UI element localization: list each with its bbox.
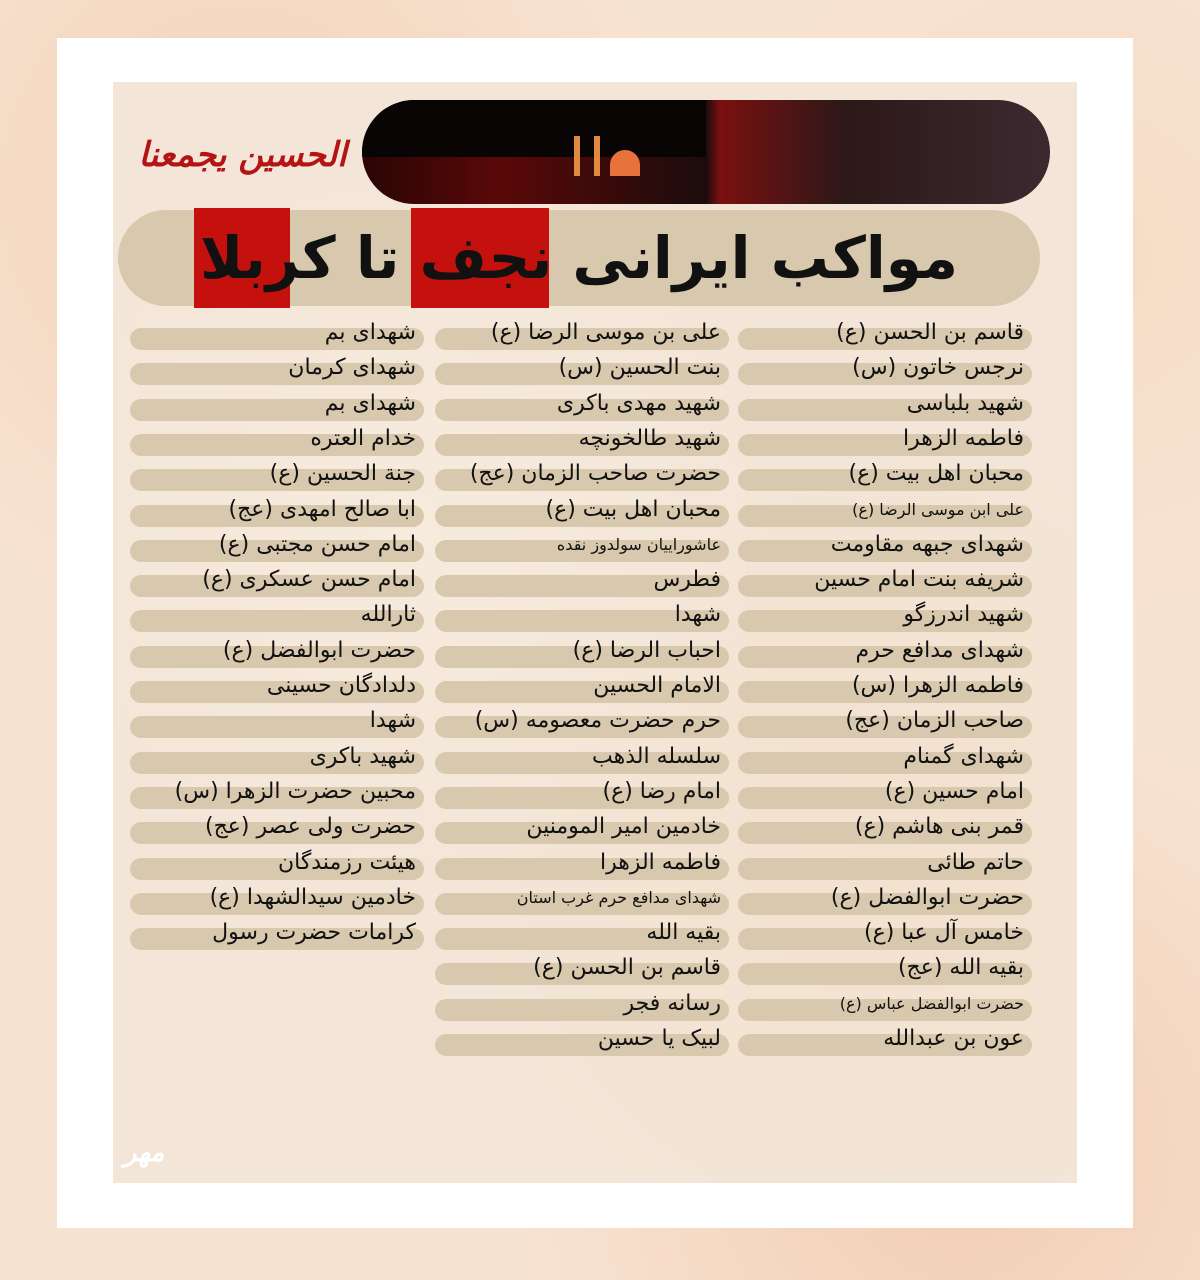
mawkib-name: خدام العتره: [310, 425, 416, 451]
mawkib-name: الامام الحسین: [593, 673, 721, 698]
mawkib-name: حضرت ولی عصر (عج): [204, 814, 416, 840]
list-item: [130, 883, 424, 919]
list-item: [130, 918, 424, 954]
list-item: [738, 812, 1032, 848]
mawkib-name: شهید مهدی باکری: [556, 390, 721, 416]
mawkib-name: صاحب الزمان (عج): [845, 708, 1024, 734]
list-item: [738, 389, 1032, 425]
mawkib-name: لبیک یا حسین: [597, 1026, 721, 1051]
shrine-photo: [362, 100, 1050, 204]
list-item: [738, 565, 1032, 601]
list-item: [130, 848, 424, 884]
mawkib-name: شهدای گمنام: [903, 743, 1024, 769]
mawkib-name: نرجس خاتون (س): [852, 355, 1024, 381]
mawkib-name: حضرت ابوالفضل (ع): [830, 884, 1024, 910]
mawkib-name: شهدای بم: [324, 320, 416, 345]
mawkib-name: سلسله الذهب: [592, 743, 721, 769]
mawkib-name: فاطمه الزهرا (س): [851, 673, 1024, 698]
list-item: [435, 459, 729, 495]
mawkib-name: ثارالله: [360, 602, 416, 628]
mawkib-name: شهدای بم: [324, 390, 416, 416]
mawkib-name: شهید اندرزگو: [903, 602, 1024, 628]
list-item: [435, 495, 729, 531]
mawkib-name: علی ابن موسی الرضا (ع): [852, 499, 1024, 519]
list-item: [738, 918, 1032, 954]
list-item: [435, 812, 729, 848]
list-item: [435, 530, 729, 566]
list-item: [738, 318, 1032, 354]
page-title: مواکب ایرانی نجف تا کربلا: [200, 224, 958, 292]
mawkib-name: هیئت رزمندگان: [277, 849, 416, 875]
list-item: [738, 636, 1032, 672]
mawkib-name: رسانه فجر: [623, 990, 721, 1016]
list-item: [130, 671, 424, 707]
list-item: [435, 883, 729, 919]
list-item: [738, 495, 1032, 531]
list-item: [130, 353, 424, 389]
mawkib-name: دلدادگان حسینی: [266, 673, 416, 698]
mawkib-name: علی بن موسی الرضا (ع): [490, 320, 721, 345]
mawkib-name: شهدا: [369, 708, 416, 734]
list-item: [738, 671, 1032, 707]
list-item: [435, 918, 729, 954]
list-item: [130, 706, 424, 742]
list-item: [435, 953, 729, 989]
list-item: [435, 742, 729, 778]
list-item: [435, 600, 729, 636]
mawkib-name: احباب الرضا (ع): [572, 637, 721, 663]
list-item: [738, 953, 1032, 989]
mawkib-name: امام رضا (ع): [602, 778, 721, 804]
mawkib-name: خادمین امیر المومنین: [526, 814, 721, 840]
mawkib-name: شهدای مدافع حرم: [855, 637, 1024, 663]
mawkib-name: ابا صالح امهدی (عج): [228, 496, 416, 522]
mawkib-name: شهید باکری: [309, 743, 416, 769]
list-item: [738, 530, 1032, 566]
mawkib-name: فاطمه الزهرا: [902, 425, 1024, 451]
list-item: [130, 812, 424, 848]
mawkib-name: خادمین سیدالشهدا (ع): [209, 884, 416, 910]
list-item: [435, 353, 729, 389]
list-item: [738, 459, 1032, 495]
list-item: [435, 636, 729, 672]
list-item: [130, 600, 424, 636]
mawkib-name: فاطمه الزهرا: [599, 849, 721, 875]
mawkib-name: شهدا: [674, 602, 721, 628]
list-item: [130, 530, 424, 566]
list-item: [130, 424, 424, 460]
mawkib-name: شهید طالخونچه: [578, 425, 721, 451]
list-item: [738, 1024, 1032, 1060]
mawkib-name: عاشوراییان سولدوز نقده: [556, 534, 721, 554]
mawkib-name: شهدای جبهه مقاومت: [830, 531, 1024, 557]
mawkib-name: حاتم طائی: [927, 849, 1024, 875]
mawkib-name: حضرت صاحب الزمان (عج): [469, 461, 721, 487]
mawkib-name: حرم حضرت معصومه (س): [474, 708, 721, 734]
list-item: [130, 318, 424, 354]
list-item: [738, 883, 1032, 919]
mawkib-name: قاسم بن الحسن (ع): [836, 320, 1024, 345]
list-item: [130, 565, 424, 601]
list-item: [130, 389, 424, 425]
list-item: [435, 318, 729, 354]
mawkib-name: جنة الحسین (ع): [269, 461, 416, 487]
mawkib-name: شریفه بنت امام حسین: [814, 567, 1024, 593]
mawkib-name: فطرس: [653, 567, 721, 593]
list-item: [130, 459, 424, 495]
mawkib-name: امام حسن مجتبی (ع): [218, 531, 416, 557]
list-item: [738, 600, 1032, 636]
list-item: [130, 777, 424, 813]
mawkib-name: بقیه الله (عج): [897, 955, 1024, 981]
mawkib-name: حضرت ابوالفضل (ع): [222, 637, 416, 663]
list-item: [435, 389, 729, 425]
mawkib-name: محبان اهل بیت (ع): [545, 496, 721, 522]
mawkib-name: شهدای مدافع حرم غرب استان: [516, 887, 721, 907]
mawkib-name: محبان اهل بیت (ع): [848, 461, 1024, 487]
mawkib-name: خامس آل عبا (ع): [864, 920, 1024, 946]
list-item: [738, 706, 1032, 742]
list-item: [738, 424, 1032, 460]
mawkib-name: بقیه الله: [646, 920, 721, 946]
list-item: [435, 848, 729, 884]
mawkib-name: بنت الحسین (س): [558, 355, 721, 381]
mawkib-name: عون بن عبدالله: [883, 1026, 1024, 1051]
mawkib-name: شهدای کرمان: [288, 355, 416, 381]
agency-logo: مهر: [124, 1138, 165, 1168]
mawkib-name: شهید بلباسی: [906, 390, 1024, 416]
list-item: [130, 742, 424, 778]
mawkib-name: امام حسین (ع): [884, 778, 1024, 804]
list-item: [435, 989, 729, 1025]
list-item: [738, 742, 1032, 778]
list-item: [435, 671, 729, 707]
list-item: [738, 989, 1032, 1025]
list-item: [435, 1024, 729, 1060]
list-item: [738, 353, 1032, 389]
mawkib-name: قمر بنی هاشم (ع): [854, 814, 1024, 840]
mawkib-name: کرامات حضرت رسول: [212, 920, 416, 946]
mawkib-name: محبین حضرت الزهرا (س): [174, 778, 416, 804]
list-item: [130, 495, 424, 531]
mawkib-name: امام حسن عسکری (ع): [202, 567, 416, 593]
list-item: [435, 424, 729, 460]
list-item: [738, 777, 1032, 813]
list-item: [130, 636, 424, 672]
mawkib-name: حضرت ابوالفضل عباس (ع): [839, 993, 1024, 1013]
list-item: [435, 706, 729, 742]
list-item: [435, 565, 729, 601]
calligraphy-logo: الحسین یجمعنا: [138, 135, 347, 175]
list-item: [435, 777, 729, 813]
mawkib-name: قاسم بن الحسن (ع): [533, 955, 721, 981]
list-item: [738, 848, 1032, 884]
